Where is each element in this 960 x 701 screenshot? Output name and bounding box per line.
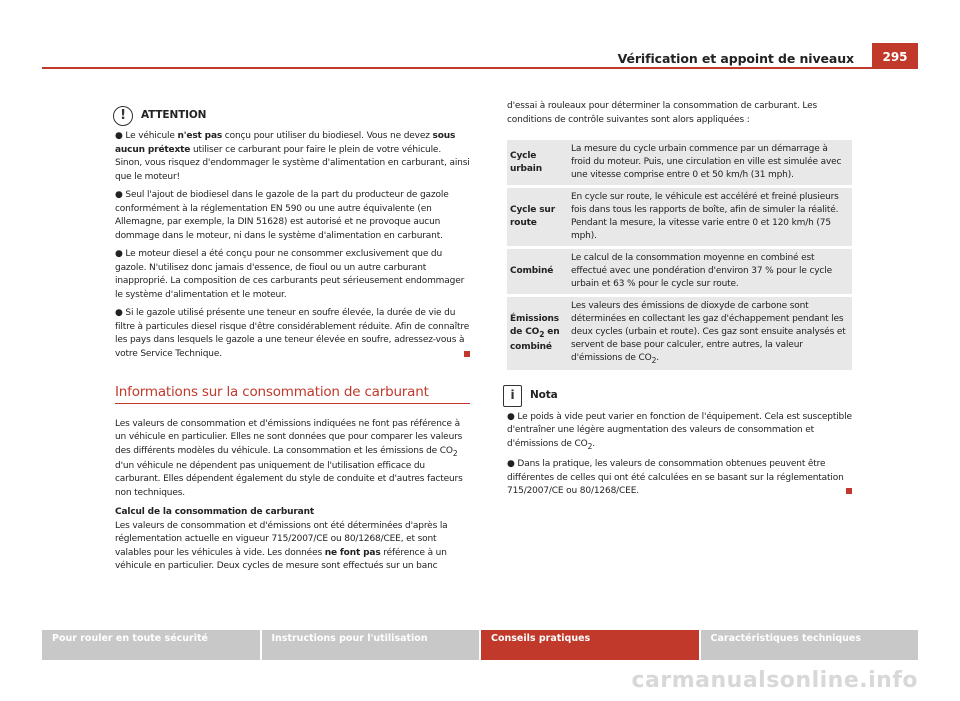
nota-title: Nota <box>530 389 558 402</box>
end-marker <box>464 351 470 357</box>
row-label: Combiné <box>507 249 567 294</box>
calc-paragraph: Les valeurs de consommation et d'émissions ont été déterminées d'après la réglementation actuelle en vigueur 715/2007/CE ou 80/1268/CEE, et sont valables pour les véhicules à vide. Les données ne font pas référence à un véhicule en particulier. Deux cycles de mesure sont effectués sur un banc <box>115 520 448 572</box>
row-text: En cycle sur route, le véhicule est accéléré et freiné plusieurs fois dans tous les rapports de boîte, afin de simuler la réalité. Pendant la mesure, la vitesse varie entre 0 et 120 km/h (75 mph). <box>567 188 852 246</box>
continuation-paragraph: d'essai à rouleaux pour déterminer la consommation de carburant. Les conditions de contrôle suivantes sont alors appliquées : <box>507 101 818 125</box>
attention-bullet-2: ● Seul l'ajout de biodiesel dans le gazole de la part du producteur de gazole conformément à la réglementation EN 590 ou une autre équivalente (en Allemagne, par exemple, la DIN 51628) est autorisé et ne provoque aucun dommage dans le moteur, ni dans le système d'alimentation en carburant. <box>115 190 449 241</box>
warning-icon: ! <box>113 106 133 126</box>
nota-heading <box>507 385 852 407</box>
watermark: carmanualsonline.info <box>631 668 918 693</box>
row-label: Émissions de $CO_2$ en combiné <box>507 297 567 370</box>
attention-bullet-3: ● Le moteur diesel a été conçu pour ne consommer exclusivement que du gazole. N'utilisez donc jamais d'essence, de fioul ou un autre carburant inapproprié. La composition de ces carburants peut sérieusement endommager le système d'alimentation et le moteur. <box>115 249 465 300</box>
footer-nav <box>42 630 918 660</box>
row-text: La mesure du cycle urbain commence par un démarrage à froid du moteur. Puis, une circulation en ville est simulée avec une vitesse comprise entre 0 et 50 km/h (31 mph). <box>567 140 852 185</box>
cycles-table <box>507 137 852 373</box>
attention-title: ATTENTION <box>141 109 207 122</box>
row-text: Les valeurs des émissions de dioxyde de carbone sont déterminées en collectant les gaz d'échappement pendant les deux cycles (urbain et route). Ces gaz sont ensuite analysés et servent de base pour calculer, entre autres, la valeur d'émissions de $CO_2$. <box>567 297 852 370</box>
nota-block <box>507 385 852 499</box>
page-number: 295 <box>872 43 918 67</box>
header-rule <box>42 67 918 69</box>
section-subtitle: Calcul de la consommation de carburant <box>115 507 314 518</box>
nota-bullet-1: ● Le poids à vide peut varier en fonction de l'équipement. Cela est susceptible d'entraîner une légère augmentation des valeurs de consommation et d'émissions de $CO_2$. <box>507 411 852 451</box>
attention-bullet-4: ● Si le gazole utilisé présente une teneur en soufre élevée, la durée de vie du filtre à particules diesel risque d'être considérablement réduite. Afin de connaître les pays dans lesquels le gazole a une teneur élevée en soufre, adressez-vous à votre Service Technique. <box>115 308 470 359</box>
nota-bullet-2: ● Dans la pratique, les valeurs de consommation obtenues peuvent être différentes de celles qui ont été calculées en se basant sur la réglementation 715/2007/CE ou 80/1268/CEE. <box>507 458 852 499</box>
table-row <box>507 140 852 185</box>
footer-tab-instructions[interactable]: Instructions pour l'utilisation <box>262 630 480 660</box>
end-marker <box>846 488 852 494</box>
right-column <box>507 100 852 504</box>
footer-tab-safety[interactable]: Pour rouler en toute sécurité <box>42 630 260 660</box>
attention-heading <box>115 106 470 126</box>
row-label: Cycle sur route <box>507 188 567 246</box>
section-title: Informations sur la consommation de carburant <box>115 386 470 404</box>
table-row <box>507 249 852 294</box>
info-book-icon: i <box>503 385 522 407</box>
section-intro: Les valeurs de consommation et d'émissions indiquées ne font pas référence à un véhicule en particulier. Elles ne sont données que pour comparer les valeurs des différents modèles du véhicule. La consommation et les émissions de $CO_2$ d'un véhicule ne dépendent pas uniquement de l'utilisation efficace du carburant. Elles dépendent également du style de conduite et d'autres facteurs non techniques. <box>115 418 463 498</box>
left-column <box>115 106 470 579</box>
row-text: Le calcul de la consommation moyenne en combiné est effectué avec une pondération d'environ 37 % pour le cycle urbain et 63 % pour le cycle sur route. <box>567 249 852 294</box>
attention-bullet-1: ● Le véhicule n'est pas conçu pour utiliser du biodiesel. Vous ne devez sous aucun prétexte utiliser ce carburant pour faire le plein de votre véhicule. Sinon, vous risquez d'endommager le système d'alimentation en carburant, ainsi que le moteur! <box>115 131 470 182</box>
footer-tab-technical[interactable]: Caractéristiques techniques <box>701 630 919 660</box>
footer-tab-practical-tips[interactable]: Conseils pratiques <box>481 630 699 660</box>
page-header-title: Vérification et appoint de niveaux <box>617 51 854 66</box>
table-row <box>507 188 852 246</box>
table-row <box>507 297 852 370</box>
row-label: Cycle urbain <box>507 140 567 185</box>
